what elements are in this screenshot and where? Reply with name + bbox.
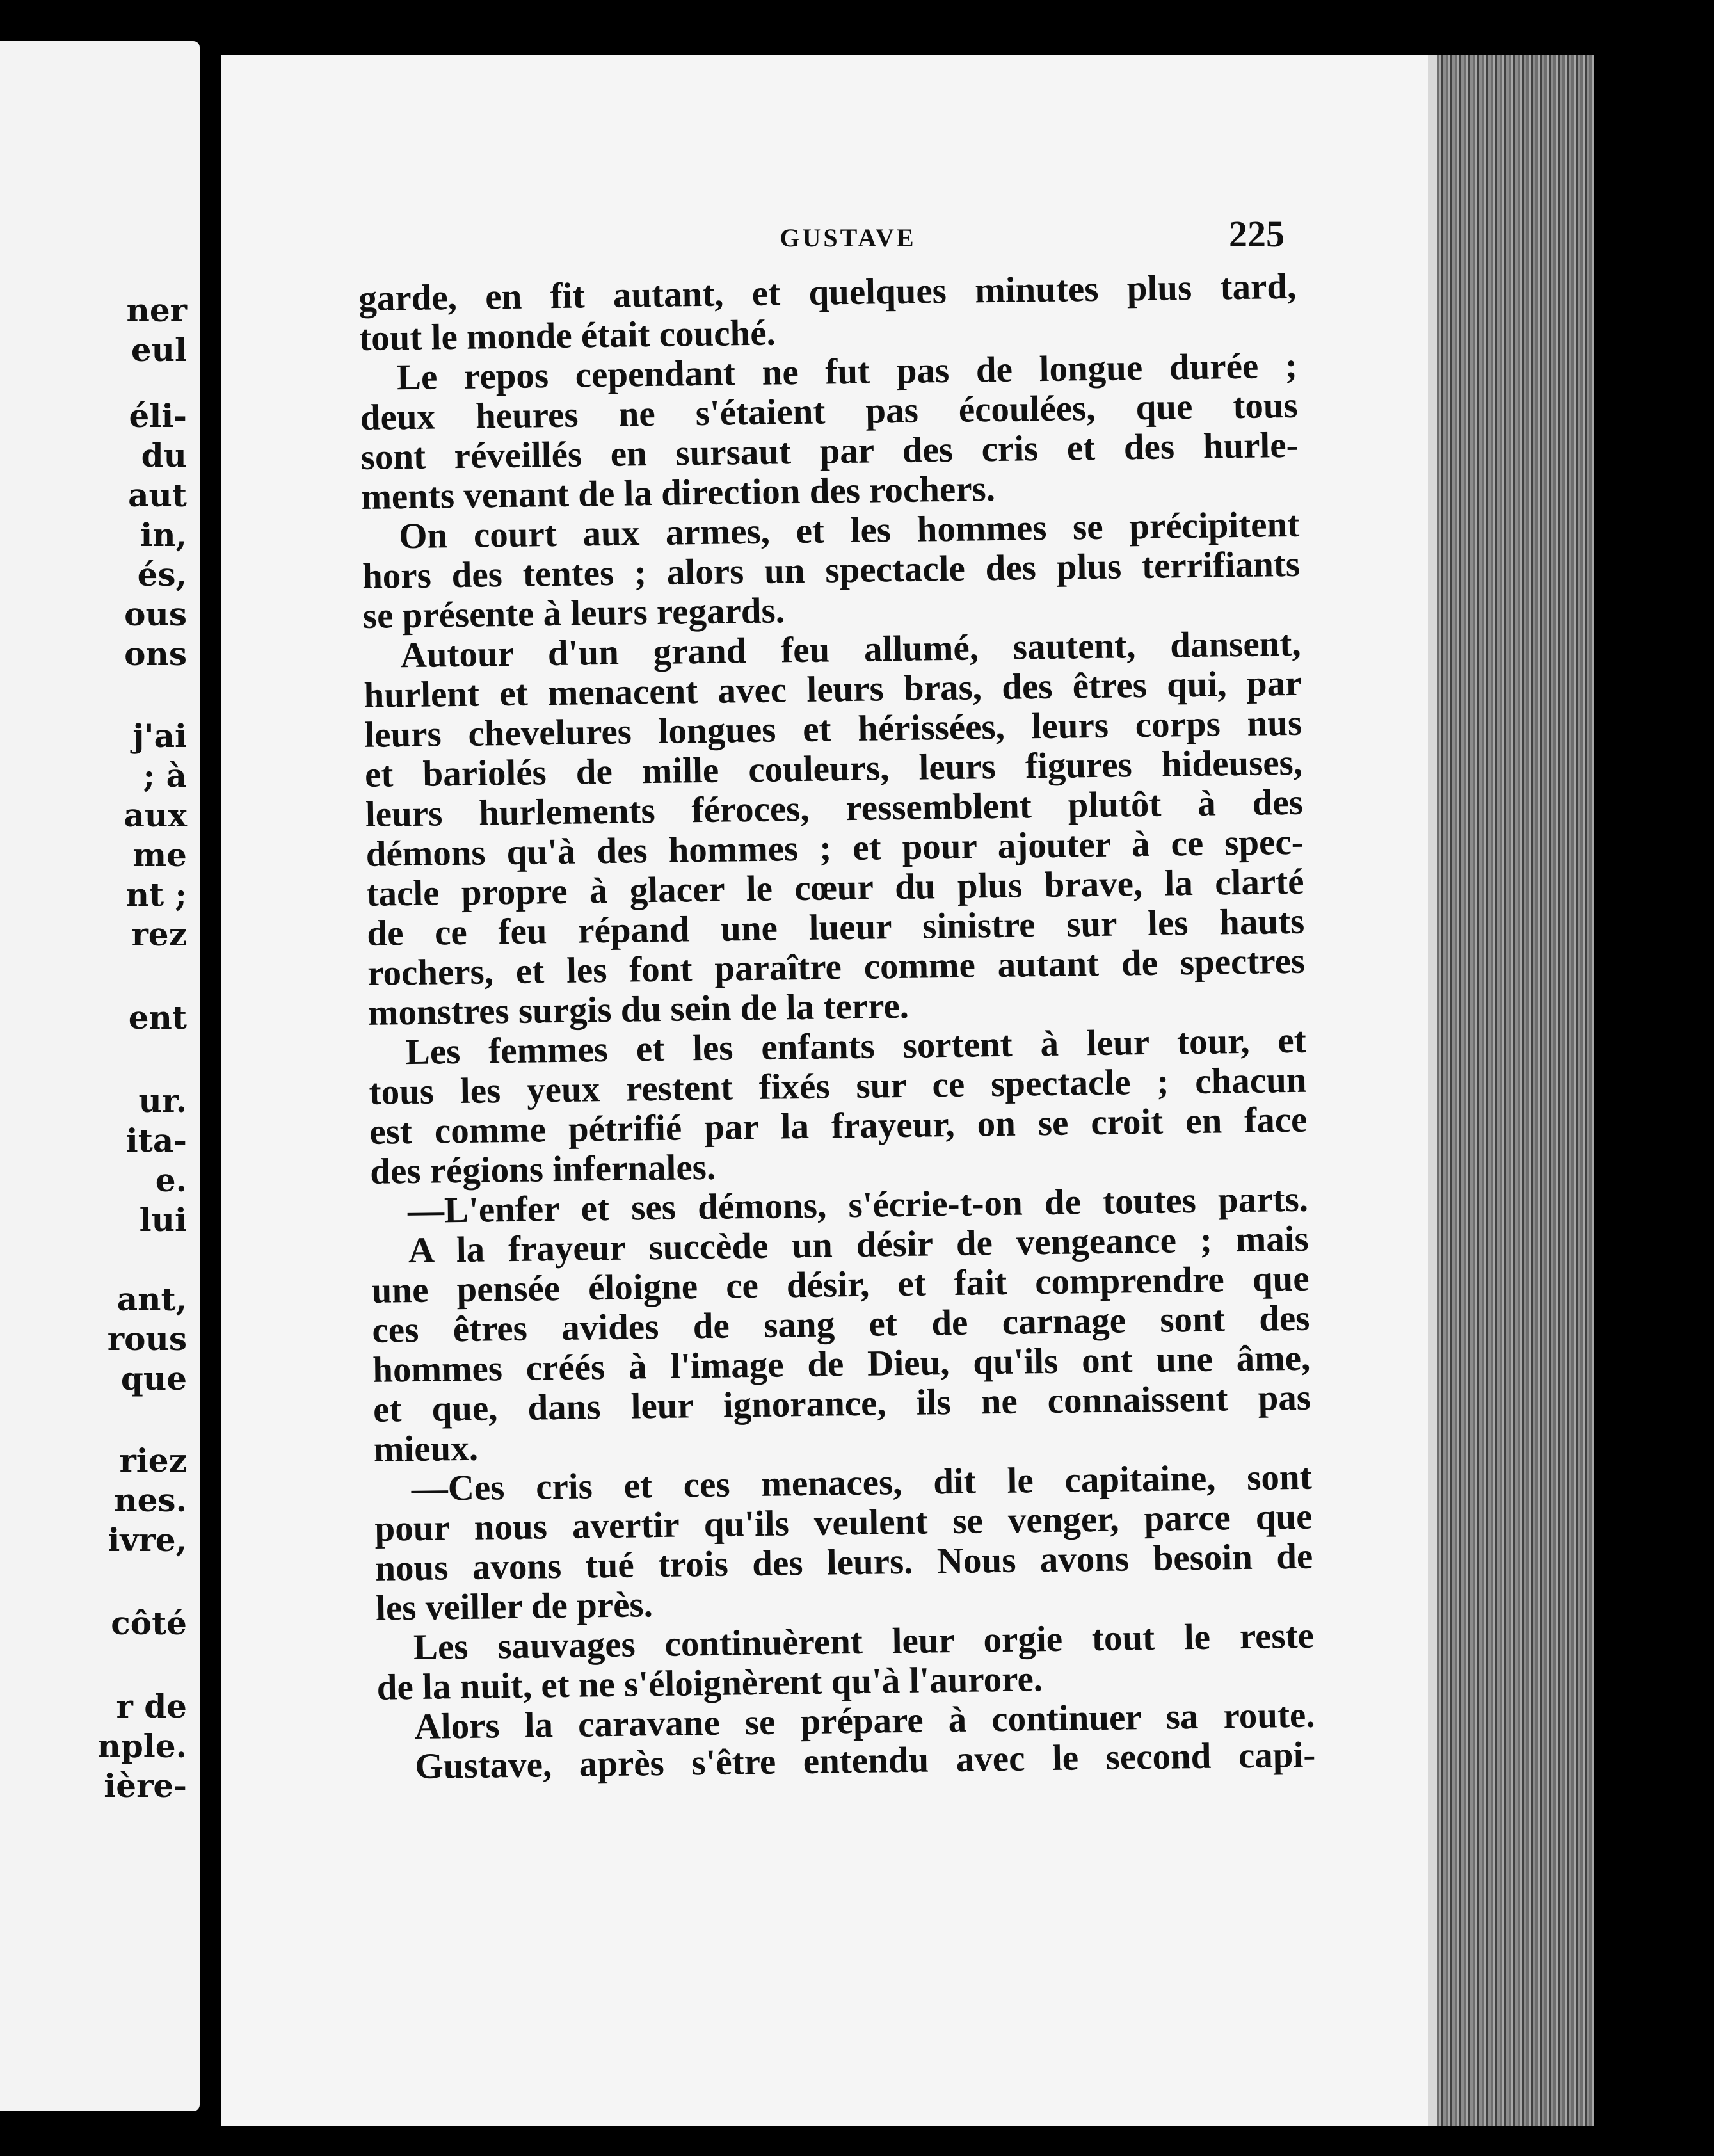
page-number: 225: [1229, 213, 1285, 255]
text-line: deux heures ne s'étaient pas écoulées, que tous: [360, 385, 1299, 438]
text-line: garde, en fit autant, et quelques minutes plus tard,: [358, 266, 1297, 319]
previous-page-fragment: [0, 41, 200, 2111]
left-page-line-fragment: ant,: [116, 1280, 187, 1318]
page-edge-stack: [1437, 55, 1594, 2126]
left-page-line-fragment: éli-: [129, 397, 187, 435]
text-line: —L'enfer et ses démons, s'écrie-t-on de toutes parts.: [407, 1179, 1309, 1232]
text-line: Les femmes et les enfants sortent à leur tour, et: [405, 1020, 1307, 1073]
text-line: hurlent et menacent avec leurs bras, des êtres qui, par: [364, 663, 1302, 716]
text-line: nous avons tué trois des leurs. Nous avons besoin de: [374, 1536, 1313, 1589]
text-line: mieux.: [373, 1428, 479, 1470]
left-page-line-fragment: rous: [107, 1320, 187, 1358]
left-page-line-fragment: ivre,: [108, 1521, 187, 1559]
left-page-line-fragment: côté: [111, 1604, 187, 1642]
text-line: Alors la caravane se prépare à continuer sa route.: [414, 1694, 1315, 1748]
text-line: démons qu'à des hommes ; et pour ajouter à ce spec-: [365, 821, 1304, 874]
left-page-line-fragment: aux: [124, 796, 187, 834]
left-page-line-fragment: que: [120, 1360, 187, 1397]
book-page: [221, 55, 1594, 2126]
text-line: se présente à leurs regards.: [362, 590, 785, 636]
left-page-line-fragment: nple.: [97, 1727, 187, 1765]
left-page-line-fragment: ; à: [143, 757, 187, 794]
text-line: tous les yeux restent fixés sur ce spectacle ; chacun: [369, 1059, 1307, 1113]
left-page-line-fragment: e.: [155, 1161, 187, 1199]
text-line: Les sauvages continuèrent leur orgie tout le reste: [413, 1615, 1315, 1668]
left-page-line-fragment: lui: [139, 1201, 187, 1239]
text-line: Autour d'un grand feu allumé, sautent, dansent,: [400, 623, 1301, 676]
left-page-line-fragment: eul: [131, 331, 187, 369]
text-line: des régions infernales.: [369, 1146, 716, 1192]
text-line: sont réveillés en sursaut par des cris et des hurle-: [360, 424, 1299, 478]
left-page-line-fragment: aut: [128, 476, 187, 514]
text-line: —Ces cris et ces menaces, dit le capitaine, sont: [411, 1456, 1313, 1509]
text-line: et bariolés de mille couleurs, leurs figures hideuses,: [364, 742, 1303, 795]
left-page-line-fragment: ita-: [125, 1122, 187, 1159]
left-page-line-fragment: du: [141, 437, 187, 474]
text-line: leurs chevelures longues et hérissées, leurs corps nus: [364, 702, 1302, 755]
text-line: tout le monde était couché.: [358, 312, 776, 358]
left-page-line-fragment: nt ;: [125, 876, 187, 913]
left-page-line-fragment: ent: [128, 999, 187, 1036]
text-line: A la frayeur succède un désir de vengeance ; mais: [408, 1218, 1310, 1271]
left-page-line-fragment: in,: [140, 516, 187, 554]
left-page-line-fragment: rez: [131, 915, 187, 953]
text-line: leurs hurlements féroces, ressemblent plutôt à des: [365, 782, 1304, 835]
text-line: est comme pétrifié par la frayeur, on se croit en face: [369, 1099, 1308, 1152]
left-page-line-fragment: nes.: [114, 1481, 187, 1519]
text-line: ces êtres avides de sang et de carnage sont des: [372, 1298, 1310, 1351]
text-line: hommes créés à l'image de Dieu, qu'ils ont une âme,: [372, 1337, 1311, 1390]
left-page-line-fragment: me: [132, 836, 187, 874]
text-line: tacle propre à glacer le cœur du plus brave, la clarté: [366, 861, 1304, 914]
left-page-line-fragment: ous: [124, 595, 187, 633]
left-page-line-fragment: ière-: [104, 1767, 187, 1805]
text-line: une pensée éloigne ce désir, et fait comprendre que: [371, 1258, 1310, 1311]
text-line: de ce feu répand une lueur sinistre sur les hauts: [366, 901, 1305, 954]
left-page-line-fragment: ons: [124, 635, 187, 673]
left-page-line-fragment: r de: [116, 1687, 187, 1725]
text-line: et que, dans leur ignorance, ils ne connaissent pas: [372, 1377, 1311, 1430]
text-line: hors des tentes ; alors un spectacle des plus terrifiants: [362, 543, 1301, 597]
page-gutter-shade: [1428, 55, 1437, 2126]
left-page-line-fragment: j'ai: [132, 717, 187, 755]
text-line: On court aux armes, et les hommes se précipitent: [398, 504, 1300, 557]
text-line: Le repos cependant ne fut pas de longue durée ;: [396, 345, 1298, 398]
text-line: les veiller de près.: [375, 1584, 653, 1629]
left-page-line-fragment: és,: [137, 556, 187, 593]
running-head: GUSTAVE: [780, 223, 917, 252]
body-text: [358, 267, 1316, 1787]
left-page-line-fragment: ur.: [138, 1082, 187, 1120]
text-line: rochers, et les font paraître comme autant de spectres: [367, 940, 1306, 994]
text-line: ments venant de la direction des rochers.: [361, 469, 996, 517]
text-line: Gustave, après s'être entendu avec le second capi-: [415, 1734, 1316, 1787]
text-line: monstres surgis du sein de la terre.: [367, 985, 909, 1033]
text-line: pour nous avertir qu'ils veulent se venger, parce que: [374, 1496, 1313, 1549]
left-page-line-fragment: ner: [126, 291, 187, 329]
text-line: de la nuit, et ne s'éloignèrent qu'à l'aurore.: [376, 1659, 1043, 1708]
left-page-line-fragment: riez: [119, 1442, 187, 1479]
